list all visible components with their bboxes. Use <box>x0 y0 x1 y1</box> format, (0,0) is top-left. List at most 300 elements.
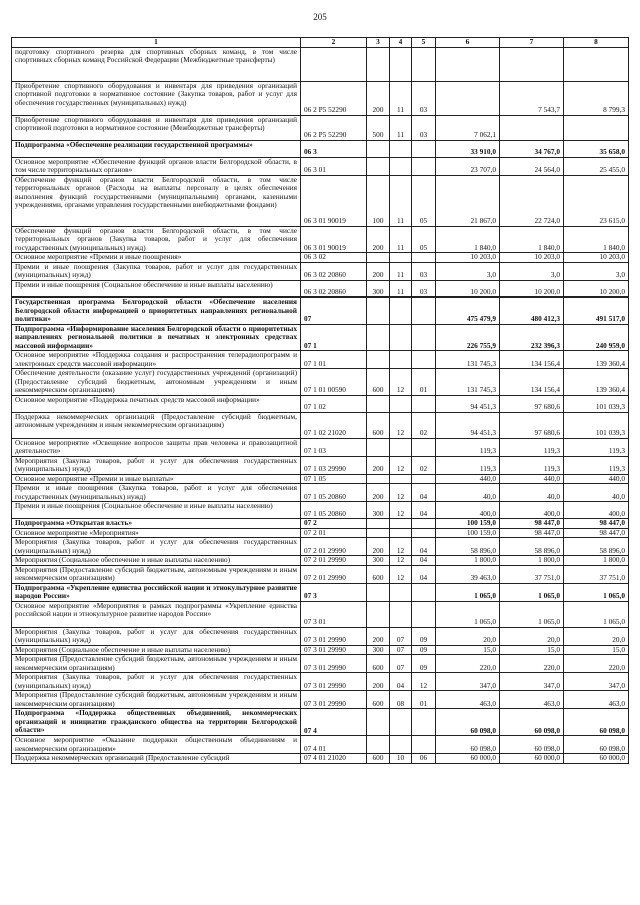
row-section <box>390 395 412 412</box>
table-row <box>12 484 629 502</box>
row-section <box>390 528 412 538</box>
row-subsection: 04 <box>412 502 436 519</box>
table-row <box>12 601 629 627</box>
row-code: 07 4 01 <box>301 736 367 754</box>
row-code: 07 2 01 29990 <box>301 556 367 566</box>
row-expense-type <box>367 140 390 157</box>
row-code: 07 3 01 29990 <box>301 673 367 691</box>
row-amount-1 <box>436 81 500 115</box>
table-row <box>12 528 629 538</box>
row-amount-3: 37 751,0 <box>564 565 629 583</box>
row-code: 07 3 01 29990 <box>301 691 367 709</box>
row-code: 07 2 <box>301 519 367 529</box>
row-amount-3: 119,3 <box>564 438 629 456</box>
row-amount-2: 10 203,0 <box>500 253 564 263</box>
row-code: 07 4 <box>301 709 367 736</box>
table-row <box>12 438 629 456</box>
row-expense-type: 600 <box>367 655 390 673</box>
row-name: Премии и иные поощрения (Социальное обеспечение и иные выплаты населению) <box>12 280 301 297</box>
row-section: 08 <box>390 691 412 709</box>
row-amount-1: 10 203,0 <box>436 253 500 263</box>
row-subsection <box>412 297 436 324</box>
row-amount-2: 1 065,0 <box>500 601 564 627</box>
table-row <box>12 736 629 754</box>
table-row <box>12 754 629 764</box>
row-subsection <box>412 324 436 351</box>
row-amount-2: 119,3 <box>500 456 564 474</box>
row-subsection: 03 <box>412 262 436 280</box>
row-name: Основное мероприятие «Освещение вопросов защиты прав человека и правозащитной деятельности» <box>12 438 301 456</box>
row-code: 07 1 03 <box>301 438 367 456</box>
row-subsection: 04 <box>412 538 436 556</box>
table-row <box>12 47 629 81</box>
row-amount-1: 94 451,3 <box>436 395 500 412</box>
col-header-4: 4 <box>390 38 412 48</box>
row-code: 07 1 <box>301 324 367 351</box>
row-expense-type: 300 <box>367 502 390 519</box>
row-subsection: 02 <box>412 456 436 474</box>
row-subsection: 04 <box>412 556 436 566</box>
row-name: Подпрограмма «Открытая власть» <box>12 519 301 529</box>
row-name: Мероприятия (Закупка товаров, работ и услуг для обеспечения государственных (муниципальных) нужд) <box>12 673 301 691</box>
row-amount-3: 58 896,0 <box>564 538 629 556</box>
row-amount-3: 60 098,0 <box>564 736 629 754</box>
row-section: 11 <box>390 262 412 280</box>
row-amount-2: 1 840,0 <box>500 226 564 253</box>
row-subsection: 02 <box>412 412 436 438</box>
row-amount-1: 475 479,9 <box>436 297 500 324</box>
table-row <box>12 502 629 519</box>
row-code: 06 3 01 <box>301 157 367 175</box>
row-expense-type: 100 <box>367 175 390 226</box>
row-section <box>390 253 412 263</box>
row-subsection <box>412 47 436 81</box>
row-name: Мероприятия (Закупка товаров, работ и услуг для обеспечения государственных (муниципальных) нужд) <box>12 538 301 556</box>
row-amount-2: 60 098,0 <box>500 736 564 754</box>
row-name: Премии и иные поощрения (Закупка товаров, работ и услуг для обеспечения государственных (муниципальных) нужд) <box>12 484 301 502</box>
row-amount-2: 1 800,0 <box>500 556 564 566</box>
row-code: 06 2 P5 52290 <box>301 81 367 115</box>
row-name: Основное мероприятие «Премии и иные выплаты» <box>12 474 301 484</box>
table-row <box>12 115 629 140</box>
row-code: 07 1 01 00590 <box>301 369 367 396</box>
row-name: Премии и иные поощрения (Социальное обеспечение и иные выплаты населению) <box>12 502 301 519</box>
row-name: Основное мероприятие «Мероприятия в рамках подпрограммы «Укрепление единства российской нации и этнокультурное развитие народов России» <box>12 601 301 627</box>
row-subsection: 03 <box>412 280 436 297</box>
row-amount-2: 37 751,0 <box>500 565 564 583</box>
row-expense-type <box>367 324 390 351</box>
row-section: 07 <box>390 655 412 673</box>
row-subsection: 09 <box>412 655 436 673</box>
row-amount-3: 10 203,0 <box>564 253 629 263</box>
row-name: Основное мероприятие «Обеспечение функций органов власти Белгородской области, в том числе территориальных органов» <box>12 157 301 175</box>
row-expense-type <box>367 351 390 369</box>
row-section: 12 <box>390 502 412 519</box>
row-amount-2: 232 396,3 <box>500 324 564 351</box>
row-expense-type: 600 <box>367 754 390 764</box>
col-header-7: 7 <box>500 38 564 48</box>
row-code: 07 <box>301 297 367 324</box>
row-amount-2: 119,3 <box>500 438 564 456</box>
row-code: 07 1 05 20860 <box>301 484 367 502</box>
table-row <box>12 369 629 396</box>
row-amount-3: 35 658,0 <box>564 140 629 157</box>
row-expense-type <box>367 47 390 81</box>
row-section: 11 <box>390 280 412 297</box>
row-amount-3: 98 447,0 <box>564 528 629 538</box>
row-name: Подпрограмма «Обеспечение реализации государственной программы» <box>12 140 301 157</box>
row-name: Обеспечение функций органов власти Белгородской области, в том числе территориальных органов (Закупка товаров, работ и услуг для обеспечения государственных (муниципальных) нужд) <box>12 226 301 253</box>
row-section: 11 <box>390 226 412 253</box>
row-amount-2: 20,0 <box>500 627 564 645</box>
table-row <box>12 645 629 655</box>
row-expense-type: 600 <box>367 565 390 583</box>
row-amount-3: 119,3 <box>564 456 629 474</box>
row-amount-3: 400,0 <box>564 502 629 519</box>
page-number: 205 <box>313 12 327 22</box>
row-subsection: 06 <box>412 754 436 764</box>
row-section: 12 <box>390 538 412 556</box>
row-name: Премии и иные поощрения (Закупка товаров, работ и услуг для государственных (муниципальных) нужд) <box>12 262 301 280</box>
row-name: Подпрограмма «Укрепление единства российской нации и этнокультурное развитие народов России» <box>12 583 301 601</box>
row-amount-2: 134 156,4 <box>500 369 564 396</box>
row-amount-3: 10 200,0 <box>564 280 629 297</box>
row-amount-2: 97 680,6 <box>500 395 564 412</box>
row-expense-type: 300 <box>367 556 390 566</box>
row-amount-2 <box>500 47 564 81</box>
row-code: 07 2 01 29990 <box>301 538 367 556</box>
row-amount-1: 33 910,0 <box>436 140 500 157</box>
row-name: Основное мероприятие «Поддержка печатных средств массовой информации» <box>12 395 301 412</box>
row-name: Мероприятия (Предоставление субсидий бюджетным, автономным учреждениям и иным некоммерческим организациям) <box>12 565 301 583</box>
row-amount-3: 1 800,0 <box>564 556 629 566</box>
row-amount-1: 100 159,0 <box>436 519 500 529</box>
row-section <box>390 47 412 81</box>
row-amount-1: 15,0 <box>436 645 500 655</box>
table-row <box>12 627 629 645</box>
row-amount-2: 40,0 <box>500 484 564 502</box>
row-name: Подпрограмма «Поддержка общественных объединений, некоммерческих организаций и инициатив гражданского общества на территории Белгородской области» <box>12 709 301 736</box>
row-subsection: 01 <box>412 369 436 396</box>
row-subsection: 04 <box>412 565 436 583</box>
row-amount-1: 440,0 <box>436 474 500 484</box>
row-section: 04 <box>390 673 412 691</box>
row-amount-3: 25 455,0 <box>564 157 629 175</box>
row-section: 12 <box>390 369 412 396</box>
row-expense-type: 200 <box>367 456 390 474</box>
row-expense-type: 500 <box>367 115 390 140</box>
row-amount-2: 10 200,0 <box>500 280 564 297</box>
table-row <box>12 474 629 484</box>
row-amount-1: 40,0 <box>436 484 500 502</box>
row-amount-2: 24 564,0 <box>500 157 564 175</box>
row-amount-3: 40,0 <box>564 484 629 502</box>
row-section: 07 <box>390 645 412 655</box>
row-subsection <box>412 601 436 627</box>
row-code: 07 1 01 <box>301 351 367 369</box>
row-amount-2: 3,0 <box>500 262 564 280</box>
row-expense-type <box>367 157 390 175</box>
row-amount-3: 1 840,0 <box>564 226 629 253</box>
row-amount-1: 21 867,0 <box>436 175 500 226</box>
table-row <box>12 262 629 280</box>
row-name: Основное мероприятие «Оказание поддержки общественным объединениям и некоммерческим организациям» <box>12 736 301 754</box>
row-section <box>390 474 412 484</box>
row-code: 07 1 03 29990 <box>301 456 367 474</box>
table-row <box>12 140 629 157</box>
col-header-5: 5 <box>412 38 436 48</box>
row-amount-1: 1 840,0 <box>436 226 500 253</box>
row-expense-type <box>367 736 390 754</box>
row-amount-3: 60 000,0 <box>564 754 629 764</box>
row-expense-type: 600 <box>367 412 390 438</box>
row-code: 06 3 02 <box>301 253 367 263</box>
row-section <box>390 519 412 529</box>
row-amount-1: 400,0 <box>436 502 500 519</box>
table-row <box>12 351 629 369</box>
row-section <box>390 140 412 157</box>
table-row <box>12 253 629 263</box>
row-code: 07 3 01 29990 <box>301 655 367 673</box>
col-header-1: 1 <box>12 38 301 48</box>
row-amount-3: 101 039,3 <box>564 395 629 412</box>
row-code: 07 3 <box>301 583 367 601</box>
row-name: Государственная программа Белгородской области «Обеспечение населения Белгородской области информацией о приоритетных направлениях региональной политики» <box>12 297 301 324</box>
row-amount-2: 58 896,0 <box>500 538 564 556</box>
row-expense-type: 600 <box>367 691 390 709</box>
row-amount-1: 131 745,3 <box>436 369 500 396</box>
table-row <box>12 157 629 175</box>
row-subsection <box>412 253 436 263</box>
row-expense-type: 200 <box>367 81 390 115</box>
row-amount-3: 491 517,0 <box>564 297 629 324</box>
row-subsection <box>412 709 436 736</box>
row-amount-1 <box>436 47 500 81</box>
row-section <box>390 583 412 601</box>
row-amount-2: 60 000,0 <box>500 754 564 764</box>
row-section: 07 <box>390 627 412 645</box>
header-row <box>12 38 629 48</box>
row-expense-type <box>367 253 390 263</box>
row-subsection <box>412 157 436 175</box>
row-subsection: 05 <box>412 226 436 253</box>
row-expense-type <box>367 519 390 529</box>
table-row <box>12 673 629 691</box>
row-expense-type <box>367 395 390 412</box>
row-section <box>390 709 412 736</box>
table-row <box>12 81 629 115</box>
row-amount-1: 1 065,0 <box>436 601 500 627</box>
row-section <box>390 736 412 754</box>
row-amount-1: 23 707,0 <box>436 157 500 175</box>
row-amount-3 <box>564 115 629 140</box>
table-row <box>12 395 629 412</box>
row-amount-1: 226 755,9 <box>436 324 500 351</box>
row-amount-3: 347,0 <box>564 673 629 691</box>
row-expense-type <box>367 583 390 601</box>
row-name: Мероприятия (Предоставление субсидий бюджетным, автономным учреждениям и иным некоммерческим организациям) <box>12 655 301 673</box>
row-section: 11 <box>390 81 412 115</box>
row-code: 07 1 02 <box>301 395 367 412</box>
row-amount-2: 1 065,0 <box>500 583 564 601</box>
row-subsection <box>412 474 436 484</box>
row-code: 06 3 01 90019 <box>301 226 367 253</box>
row-section <box>390 297 412 324</box>
row-amount-2 <box>500 115 564 140</box>
row-expense-type: 300 <box>367 280 390 297</box>
row-code: 07 2 01 29990 <box>301 565 367 583</box>
row-amount-1: 119,3 <box>436 456 500 474</box>
row-subsection: 09 <box>412 645 436 655</box>
table-row <box>12 280 629 297</box>
row-amount-3: 8 799,3 <box>564 81 629 115</box>
row-subsection: 09 <box>412 627 436 645</box>
col-header-8: 8 <box>564 38 629 48</box>
row-amount-3: 220,0 <box>564 655 629 673</box>
row-name: Мероприятия (Предоставление субсидий бюджетным, автономным учреждениям и иным некоммерческим организациям) <box>12 691 301 709</box>
row-amount-2: 97 680,6 <box>500 412 564 438</box>
row-amount-1: 7 062,1 <box>436 115 500 140</box>
row-section: 12 <box>390 556 412 566</box>
row-amount-2: 480 412,3 <box>500 297 564 324</box>
row-amount-3: 20,0 <box>564 627 629 645</box>
row-subsection <box>412 140 436 157</box>
row-amount-2: 98 447,0 <box>500 528 564 538</box>
row-section <box>390 601 412 627</box>
row-amount-1: 1 065,0 <box>436 583 500 601</box>
col-header-6: 6 <box>436 38 500 48</box>
row-subsection <box>412 351 436 369</box>
table-row <box>12 655 629 673</box>
row-subsection: 04 <box>412 484 436 502</box>
row-amount-1: 463,0 <box>436 691 500 709</box>
row-amount-3: 1 065,0 <box>564 583 629 601</box>
row-name: Мероприятия (Социальное обеспечение и иные выплаты населению) <box>12 556 301 566</box>
row-amount-1: 60 098,0 <box>436 736 500 754</box>
row-expense-type: 200 <box>367 538 390 556</box>
row-name: Приобретение спортивного оборудования и инвентаря для приведения организаций спортивной подготовки в нормативное состояние (Закупка товаров, работ и услуг для обеспечения государственных (муниципальных) нужд) <box>12 81 301 115</box>
row-amount-2: 22 724,0 <box>500 175 564 226</box>
row-section <box>390 157 412 175</box>
row-code: 07 1 02 21020 <box>301 412 367 438</box>
row-expense-type <box>367 474 390 484</box>
row-amount-1: 10 200,0 <box>436 280 500 297</box>
row-code: 07 1 05 20860 <box>301 502 367 519</box>
row-section: 12 <box>390 456 412 474</box>
row-name: Подпрограмма «Информирование населения Белгородской области о приоритетных направлениях региональной политики в печатных и электронных средствах массовой информации» <box>12 324 301 351</box>
row-section <box>390 351 412 369</box>
row-amount-2: 400,0 <box>500 502 564 519</box>
row-amount-1: 3,0 <box>436 262 500 280</box>
row-subsection <box>412 395 436 412</box>
row-amount-3: 98 447,0 <box>564 519 629 529</box>
table-row <box>12 297 629 324</box>
row-subsection <box>412 519 436 529</box>
row-code: 06 3 02 20860 <box>301 280 367 297</box>
row-section: 12 <box>390 412 412 438</box>
row-subsection <box>412 438 436 456</box>
row-code: 06 2 P5 52290 <box>301 115 367 140</box>
row-amount-3: 3,0 <box>564 262 629 280</box>
row-name: Основное мероприятие «Мероприятия» <box>12 528 301 538</box>
row-amount-1: 60 098,0 <box>436 709 500 736</box>
row-code: 07 3 01 <box>301 601 367 627</box>
row-name: Обеспечение деятельности (оказание услуг) государственных учреждений (организаций) (Предоставление субсидий бюджетным, автономным учреждениям и иным некоммерческим организациям) <box>12 369 301 396</box>
row-amount-2: 34 767,0 <box>500 140 564 157</box>
row-name: Основное мероприятие «Премии и иные поощрения» <box>12 253 301 263</box>
row-amount-3: 440,0 <box>564 474 629 484</box>
row-name: Поддержка некоммерческих организаций (Предоставление субсидий бюджетным, автономным учреждениям и иным некоммерческим организациям) <box>12 412 301 438</box>
row-section: 12 <box>390 565 412 583</box>
row-expense-type: 200 <box>367 627 390 645</box>
row-name: подготовку спортивного резерва для спортивных сборных команд, в том числе спортивных сборных команд Российской Федерации (Межбюджетные трансферты) <box>12 47 301 81</box>
table-row <box>12 456 629 474</box>
table-row <box>12 226 629 253</box>
row-expense-type <box>367 528 390 538</box>
row-amount-3 <box>564 47 629 81</box>
row-section: 10 <box>390 754 412 764</box>
table-row <box>12 556 629 566</box>
row-subsection <box>412 528 436 538</box>
row-amount-1: 58 896,0 <box>436 538 500 556</box>
row-amount-3: 463,0 <box>564 691 629 709</box>
row-name: Обеспечение функций органов власти Белгородской области, в том числе территориальных органов (Расходы на выплаты персоналу в целях обеспечения выполнения функций государственными (муниципальными) органами, казенными учреждениями, органами управления государственными внебюджетными фондами) <box>12 175 301 226</box>
row-amount-1: 220,0 <box>436 655 500 673</box>
row-amount-1: 94 451,3 <box>436 412 500 438</box>
table-row <box>12 583 629 601</box>
row-amount-2: 220,0 <box>500 655 564 673</box>
row-expense-type: 600 <box>367 369 390 396</box>
table-row <box>12 565 629 583</box>
row-section: 11 <box>390 115 412 140</box>
row-amount-3: 139 360,4 <box>564 369 629 396</box>
row-amount-2: 347,0 <box>500 673 564 691</box>
row-expense-type <box>367 709 390 736</box>
row-subsection <box>412 736 436 754</box>
col-header-3: 3 <box>367 38 390 48</box>
row-amount-1: 131 745,3 <box>436 351 500 369</box>
row-amount-1: 347,0 <box>436 673 500 691</box>
row-subsection: 03 <box>412 115 436 140</box>
row-amount-1: 100 159,0 <box>436 528 500 538</box>
row-amount-2: 98 447,0 <box>500 519 564 529</box>
row-code: 07 2 01 <box>301 528 367 538</box>
row-code: 07 4 01 21020 <box>301 754 367 764</box>
row-amount-3: 139 360,4 <box>564 351 629 369</box>
table-row <box>12 538 629 556</box>
table-body <box>12 47 629 763</box>
row-amount-1: 1 800,0 <box>436 556 500 566</box>
row-amount-3: 15,0 <box>564 645 629 655</box>
row-amount-3: 1 065,0 <box>564 601 629 627</box>
table-row <box>12 691 629 709</box>
row-amount-2: 440,0 <box>500 474 564 484</box>
row-expense-type: 200 <box>367 484 390 502</box>
row-code: 06 3 01 90019 <box>301 175 367 226</box>
row-amount-3: 60 098,0 <box>564 709 629 736</box>
row-amount-3: 240 959,0 <box>564 324 629 351</box>
table-row <box>12 175 629 226</box>
row-subsection: 03 <box>412 81 436 115</box>
row-subsection <box>412 583 436 601</box>
row-code: 06 3 02 20860 <box>301 262 367 280</box>
row-section: 11 <box>390 175 412 226</box>
row-amount-3: 101 039,3 <box>564 412 629 438</box>
budget-table <box>11 37 629 764</box>
row-code: 07 3 01 29990 <box>301 627 367 645</box>
row-amount-1: 39 463,0 <box>436 565 500 583</box>
table-row <box>12 412 629 438</box>
